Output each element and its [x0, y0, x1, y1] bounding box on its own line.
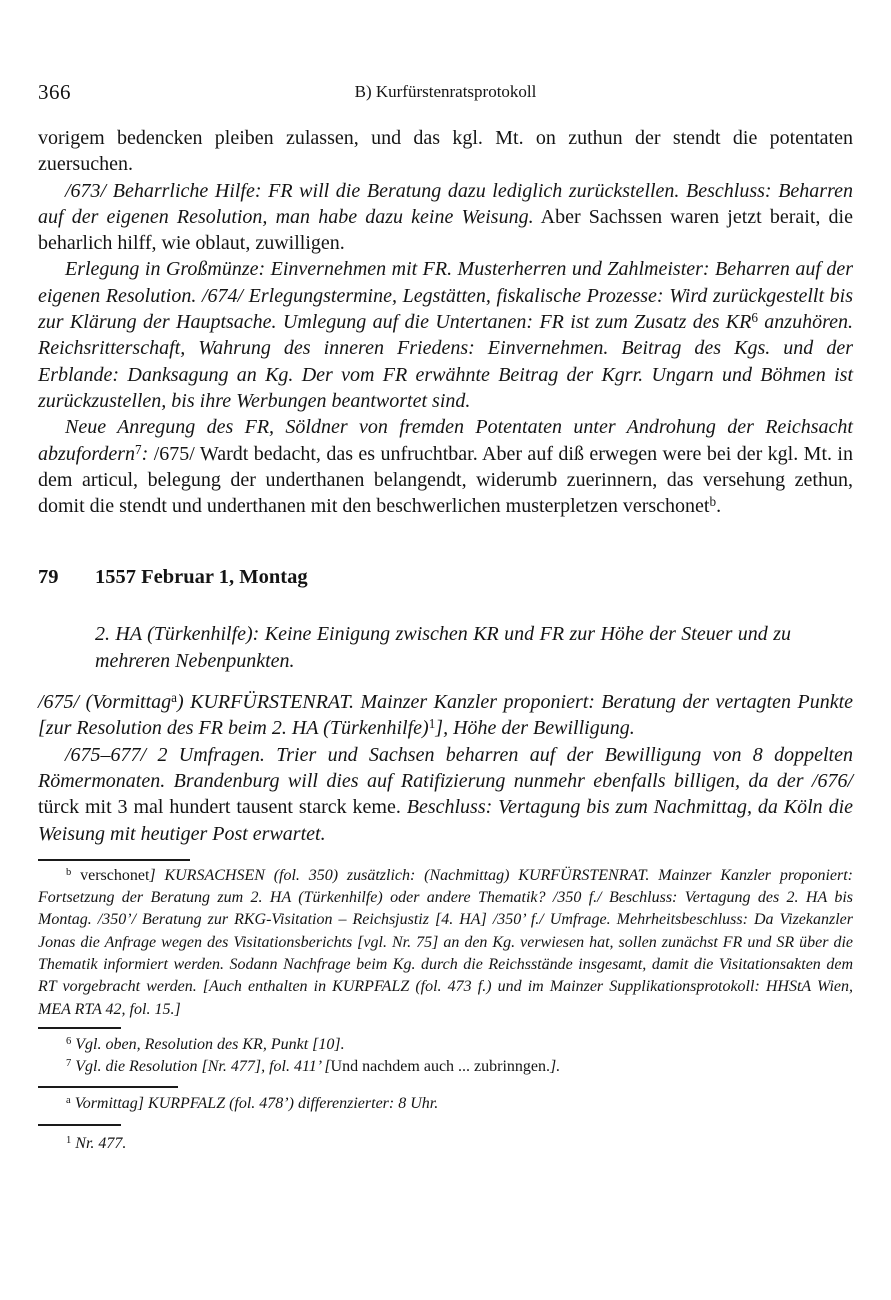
- text-run: Neue Anregung des FR, Söldner von fremden Potentaten unter Androhung der Reichsacht abzufordern: [38, 416, 853, 465]
- superscript-mark: 7: [135, 441, 142, 457]
- paragraph-675: [38, 414, 853, 519]
- page-content: [38, 0, 853, 1155]
- paragraph-674: [38, 256, 853, 414]
- entry-paragraph-umfragen: [38, 742, 853, 847]
- footnote-rule-1: [38, 1124, 121, 1126]
- superscript-mark: a: [171, 690, 178, 706]
- text-run: 2. HA (Türkenhilfe): Keine Einigung zwischen KR und FR zur Höhe der Steuer und zu mehreren Nebenpunkten.: [95, 623, 791, 672]
- paragraph-continuation: [38, 125, 853, 178]
- superscript-mark: 1: [428, 716, 436, 732]
- text-run: /675–677/ 2 Umfragen. Trier und Sachsen beharren auf der Bewilligung von 8 doppelten Römermonaten. Brandenburg will dies auf Ratifizierung nunmehr ebenfalls billigen, da der /676/: [38, 743, 853, 792]
- text-run: ] KURSACHSEN (fol. 350) zusätzlich: (Nachmittag) KURFÜRSTENRAT. Mainzer Kanzler proponiert: Fortsetzung der Beratung zum 2. HA (Türkenhilfe) oder andere Thematik? /350 f./ Beschluss: Vertagung des 2. HA bis Montag. /350’/ Beratung zur RKG-Visitation – Reichsjustiz [4. HA] /350’ f./ Umfrage. Mehrheitsbeschluss: Da Vizekanzler Jonas die Anfrage wegen des Visitationsberichts [vgl. Nr. 75] an den Kg. verwiesen hat, sollen zunächst FR und SR über die Thematik informiert werden. Sodann Nachfrage beim Kg. durch die Reichsstände insgesamt, damit die Visitationsakten dem RT vorgebracht werden. [Auch enthalten in KURPFALZ (fol. 473 f.) und im Mainzer Supplikationsprotokoll: HHStA Wien, MEA RTA 42, fol. 15.]: [38, 866, 853, 1018]
- running-title: B) Kurfürstenratsprotokoll: [354, 82, 537, 101]
- footnote-rule-numeric: [38, 1027, 121, 1029]
- text-run: :: [141, 442, 154, 465]
- text-run: vorigem bedencken pleiben zulassen, und das kgl. Mt. on zuthun der stendt die potentaten zuersuchen.: [38, 127, 853, 176]
- superscript-mark: 6: [751, 310, 758, 326]
- entry-number: 79: [38, 566, 59, 589]
- entry-date: 1557 Februar 1, Montag: [95, 566, 308, 589]
- superscript-mark: 1: [66, 1135, 72, 1147]
- text-run: Und nachdem auch ... zubrinngen.: [330, 1058, 551, 1076]
- footnote-7: [38, 1056, 853, 1078]
- superscript-mark: b: [709, 494, 717, 510]
- text-run: anzuhören. Reichsritterschaft, Wahrung des inneren Friedens: Einvernehmen. Beitrag des Kgs. und der Erblande: Danksagung an Kg. Der vom FR erwähnte Beitrag der Kgrr. Ungarn und Böhmen ist zurückzustellen, bis ihre Werbungen beantwortet sind.: [38, 311, 854, 412]
- superscript-mark: 6: [66, 1036, 72, 1048]
- text-run: Vormittag] KURPFALZ (fol. 478’) differenzierter: 8 Uhr.: [70, 1094, 439, 1112]
- footnote-1: [38, 1133, 853, 1155]
- paragraph-673: [38, 178, 853, 257]
- superscript-mark: a: [66, 1094, 71, 1106]
- footnote-b: [38, 865, 853, 1021]
- entry-heading: [38, 564, 853, 590]
- text-run: Erlegung in Großmünze: Einvernehmen mit FR. Musterherren und Zahlmeister: Beharren auf der eigenen Resolution. /674/ Erlegungstermine, Legstätten, fiskalische Prozesse: Wird zurückgestellt bis zur Klärung der Hauptsache. Umlegung auf die Untertanen: FR ist zum Zusatz des KR: [38, 258, 853, 334]
- text-run: ) KURFÜRSTENRAT. Mainzer Kanzler proponiert: Beratung der vertagten Punkte [zur Resolution des FR beim 2. HA (Türkenhilfe): [38, 691, 854, 740]
- entry-paragraph-vormittag: [38, 689, 853, 742]
- text-run: Nr. 477.: [71, 1134, 127, 1152]
- superscript-mark: 7: [66, 1058, 72, 1070]
- text-run: Vgl. oben, Resolution des KR, Punkt [10].: [71, 1035, 345, 1053]
- footnote-6: [38, 1034, 853, 1056]
- main-text: [38, 125, 853, 847]
- text-run: Beschluss: Vertagung bis zum Nachmittag, da Köln die Weisung mit heutiger Post erwartet.: [38, 796, 854, 845]
- footnote-a: [38, 1093, 853, 1115]
- page-header: [38, 0, 853, 106]
- footnote-rule-a: [38, 1086, 178, 1088]
- text-run: Vgl. die Resolution [Nr. 477], fol. 411’ [: [71, 1058, 331, 1076]
- text-run: /675/ Wardt bedacht, das es unfruchtbar. Aber auf diß erwegen were bei der kgl. Mt. in dem articul, belegung der underthanen belangendt, widerumb zuerinnern, das versehung zethun, domit die stendt und underthanen mit den beschwerlichen musterpletzen verschonet: [38, 442, 853, 518]
- text-run: Aber Sachssen waren jetzt berait, die beharlich hilff, wie oblaut, zuwilligen.: [38, 205, 853, 255]
- text-run: ].: [550, 1058, 561, 1076]
- footnote-area: [38, 859, 853, 1155]
- entry-summary: [95, 621, 791, 674]
- text-run: ], Höhe der Bewilligung.: [435, 717, 635, 740]
- text-run: /673/ Beharrliche Hilfe: FR will die Beratung dazu lediglich zurückstellen. Beschluss: Beharren auf der eigenen Resolution, man habe dazu keine Weisung.: [38, 179, 853, 228]
- superscript-mark: b: [66, 867, 72, 879]
- page-number: 366: [38, 80, 71, 104]
- text-run: türck mit 3 mal hundert tausent starck keme.: [38, 796, 407, 819]
- text-run: .: [716, 495, 722, 518]
- footnote-rule-b: [38, 859, 190, 861]
- text-run: /675/ (Vormittag: [38, 691, 172, 714]
- text-run: verschonet: [71, 866, 150, 884]
